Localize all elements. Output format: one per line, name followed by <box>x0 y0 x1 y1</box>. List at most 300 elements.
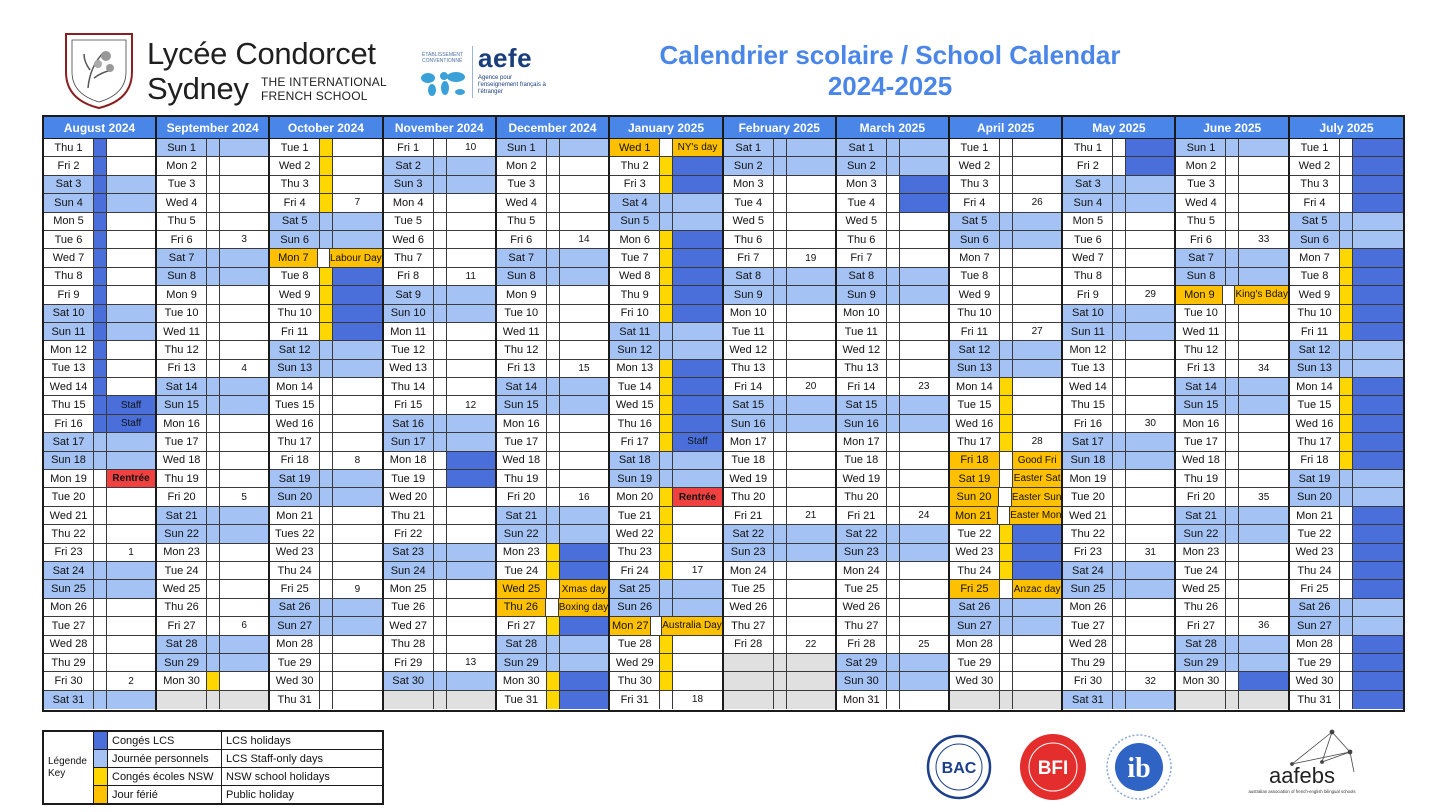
day-row <box>1063 396 1174 414</box>
holiday-marker-cell <box>660 378 673 395</box>
holiday-marker-cell <box>1340 488 1353 505</box>
legend-row <box>94 786 382 803</box>
day-row <box>157 268 268 286</box>
day-row <box>1290 139 1403 157</box>
day-note <box>220 562 268 579</box>
day-label: Tue 29 <box>1290 654 1340 671</box>
day-note <box>1353 654 1403 671</box>
day-note <box>1126 636 1174 653</box>
day-label: Sun 12 <box>610 341 660 358</box>
day-note <box>447 231 495 248</box>
holiday-marker-cell <box>320 286 333 303</box>
ib-logo-icon <box>1104 732 1174 802</box>
day-label: Sun 25 <box>1063 580 1113 597</box>
day-note <box>673 378 722 395</box>
day-note <box>447 286 495 303</box>
day-row <box>1290 157 1403 175</box>
holiday-marker-cell <box>320 691 333 709</box>
holiday-marker-cell <box>1226 672 1239 689</box>
day-label: Thu 31 <box>270 691 320 709</box>
day-label: Tue 24 <box>1176 562 1226 579</box>
holiday-marker-cell <box>774 194 787 211</box>
day-row <box>610 415 722 433</box>
day-row <box>950 525 1062 543</box>
day-row <box>384 231 495 249</box>
day-label: Mon 9 <box>1176 286 1223 303</box>
holiday-marker-cell <box>887 194 900 211</box>
day-label: Sat 18 <box>610 452 660 469</box>
day-note <box>333 636 382 653</box>
day-label: Fri 18 <box>270 452 320 469</box>
day-row <box>384 617 495 635</box>
day-note <box>787 268 835 285</box>
day-note <box>1239 636 1288 653</box>
holiday-marker-cell <box>320 415 333 432</box>
holiday-marker-cell <box>434 341 447 358</box>
day-note <box>1353 599 1403 616</box>
holiday-marker-cell <box>547 415 560 432</box>
day-note: Good Fri <box>1013 452 1062 469</box>
holiday-marker-cell <box>320 157 333 174</box>
day-label: Fri 29 <box>384 654 434 671</box>
day-note <box>107 378 155 395</box>
day-row <box>44 157 155 175</box>
day-label: Mon 2 <box>1176 157 1226 174</box>
day-row <box>157 672 268 690</box>
day-note <box>1126 176 1174 193</box>
day-note <box>220 396 268 413</box>
day-row <box>1176 654 1288 672</box>
holiday-marker-cell <box>1340 378 1353 395</box>
day-row <box>497 672 609 690</box>
day-note <box>1013 617 1062 634</box>
holiday-marker-cell <box>1226 654 1239 671</box>
day-note <box>1126 268 1174 285</box>
day-label: Sun 18 <box>44 452 94 469</box>
day-row <box>1290 507 1403 525</box>
day-note: 29 <box>1144 289 1156 301</box>
day-label: Tue 28 <box>610 636 660 653</box>
holiday-marker-cell <box>320 396 333 413</box>
holiday-marker-cell <box>774 617 787 634</box>
day-row <box>270 323 382 341</box>
day-row <box>497 562 609 580</box>
day-note <box>107 654 155 671</box>
holiday-marker-cell <box>547 194 560 211</box>
holiday-marker-cell <box>207 654 220 671</box>
holiday-marker-cell <box>774 378 787 395</box>
day-label: Thu 26 <box>157 599 207 616</box>
day-row <box>270 452 382 470</box>
holiday-marker-cell <box>547 360 560 377</box>
day-note <box>1353 488 1403 505</box>
day-row <box>950 157 1062 175</box>
day-label: Wed 12 <box>837 341 887 358</box>
day-note <box>1013 176 1062 193</box>
day-label: Sat 30 <box>384 672 434 689</box>
holiday-marker-cell <box>320 562 333 579</box>
day-row <box>1063 452 1174 470</box>
legend-swatch <box>94 732 108 749</box>
day-row <box>270 654 382 672</box>
holiday-marker-cell <box>1226 268 1239 285</box>
day-label: Wed 30 <box>270 672 320 689</box>
holiday-marker-cell <box>1340 213 1353 230</box>
holiday-marker-cell <box>1000 378 1013 395</box>
holiday-marker-cell <box>1113 672 1126 689</box>
day-label: Wed 2 <box>950 157 1000 174</box>
day-label: Sat 1 <box>837 139 887 156</box>
day-note <box>447 194 495 211</box>
holiday-marker-cell <box>1340 194 1353 211</box>
day-row <box>610 231 722 249</box>
day-note <box>787 691 835 709</box>
holiday-marker-cell <box>1226 213 1239 230</box>
day-note <box>1126 139 1174 156</box>
day-row <box>384 691 495 709</box>
day-note: 13 <box>465 657 477 669</box>
holiday-marker-cell <box>207 488 220 505</box>
day-note <box>1126 580 1174 597</box>
month-header: March 2025 <box>837 117 948 139</box>
holiday-marker-cell <box>434 323 447 340</box>
day-note <box>447 470 495 487</box>
day-row <box>1290 617 1403 635</box>
day-row <box>610 323 722 341</box>
day-label: Wed 4 <box>1176 194 1226 211</box>
day-label: Mon 18 <box>384 452 434 469</box>
holiday-marker-cell <box>660 636 673 653</box>
day-note <box>220 286 268 303</box>
day-row <box>157 452 268 470</box>
day-row <box>157 249 268 267</box>
day-row <box>157 470 268 488</box>
day-note <box>1353 636 1403 653</box>
day-row <box>157 286 268 304</box>
day-note: 35 <box>1258 491 1270 503</box>
day-row <box>1063 231 1174 249</box>
day-label: Wed 18 <box>1176 452 1226 469</box>
holiday-marker-cell <box>207 580 220 597</box>
day-label: Fri 15 <box>384 396 434 413</box>
day-note <box>107 488 155 505</box>
day-label: Wed 5 <box>837 213 887 230</box>
day-note <box>220 525 268 542</box>
day-row <box>384 360 495 378</box>
day-row <box>270 433 382 451</box>
day-note <box>1239 580 1288 597</box>
day-row <box>837 544 948 562</box>
day-label: Sun 16 <box>724 415 774 432</box>
day-row <box>837 691 948 709</box>
day-row <box>157 378 268 396</box>
day-label: Wed 18 <box>157 452 207 469</box>
day-note: Boxing day <box>559 599 608 616</box>
day-row <box>44 341 155 359</box>
day-row <box>44 654 155 672</box>
day-note <box>107 691 155 709</box>
holiday-marker-cell <box>547 396 560 413</box>
day-note <box>220 544 268 561</box>
day-label: Mon 21 <box>270 507 320 524</box>
day-label: Wed 19 <box>724 470 774 487</box>
day-label: Wed 11 <box>157 323 207 340</box>
day-row <box>157 341 268 359</box>
calendar-year: 2024-2025 <box>827 71 953 101</box>
day-label: Fri 3 <box>610 176 660 193</box>
day-note <box>1239 213 1288 230</box>
day-note <box>333 396 382 413</box>
day-row <box>270 415 382 433</box>
day-label: Sat 10 <box>44 305 94 322</box>
day-label: Sun 30 <box>837 672 887 689</box>
day-label: Wed 14 <box>1063 378 1113 395</box>
day-note <box>1239 249 1288 266</box>
day-label: Mon 13 <box>610 360 660 377</box>
day-note <box>787 176 835 193</box>
day-row <box>384 415 495 433</box>
holiday-marker-cell <box>434 452 447 469</box>
day-label: Wed 12 <box>724 341 774 358</box>
day-label: Sat 21 <box>497 507 547 524</box>
day-note <box>220 433 268 450</box>
day-row <box>1063 176 1174 194</box>
day-row <box>950 360 1062 378</box>
day-label: Thu 19 <box>497 470 547 487</box>
holiday-marker-cell <box>1226 470 1239 487</box>
holiday-marker-cell <box>774 507 787 524</box>
day-note: 10 <box>465 142 477 154</box>
holiday-marker-cell <box>434 433 447 450</box>
day-row <box>157 488 268 506</box>
holiday-marker-cell <box>94 415 107 432</box>
day-row <box>950 305 1062 323</box>
day-label: Wed 19 <box>837 470 887 487</box>
day-label: Sun 23 <box>724 544 774 561</box>
holiday-marker-cell <box>94 268 107 285</box>
day-note <box>673 231 722 248</box>
day-note <box>333 286 382 303</box>
day-label: Thu 20 <box>724 488 774 505</box>
holiday-marker-cell <box>1226 415 1239 432</box>
holiday-marker-cell <box>434 231 447 248</box>
day-note <box>1353 231 1403 248</box>
holiday-marker-cell <box>547 488 560 505</box>
holiday-marker-cell <box>1000 194 1013 211</box>
day-note <box>1239 452 1288 469</box>
holiday-marker-cell <box>94 562 107 579</box>
day-note <box>900 617 948 634</box>
day-row <box>157 213 268 231</box>
day-row <box>724 268 835 286</box>
legend-swatch <box>94 750 108 767</box>
day-row <box>384 525 495 543</box>
day-label: Fri 27 <box>157 617 207 634</box>
holiday-marker-cell <box>774 599 787 616</box>
day-note <box>107 617 155 634</box>
day-note <box>333 213 382 230</box>
day-label: Fri 9 <box>44 286 94 303</box>
day-label: Wed 26 <box>837 599 887 616</box>
day-label: Wed 23 <box>270 544 320 561</box>
day-label: Fri 25 <box>270 580 320 597</box>
day-note <box>673 636 722 653</box>
ib-logo-text: ib <box>1127 753 1151 784</box>
holiday-marker-cell <box>660 415 673 432</box>
month-header: April 2025 <box>950 117 1062 139</box>
day-note <box>1353 323 1403 340</box>
day-label: Tue 13 <box>1063 360 1113 377</box>
day-row <box>44 139 155 157</box>
day-row <box>610 525 722 543</box>
day-label: Mon 16 <box>497 415 547 432</box>
holiday-marker-cell <box>1000 139 1013 156</box>
day-label: Thu 21 <box>384 507 434 524</box>
day-row <box>384 378 495 396</box>
day-row <box>950 691 1062 709</box>
day-row <box>1176 691 1288 709</box>
holiday-marker-cell <box>887 525 900 542</box>
day-row <box>1063 249 1174 267</box>
day-label: Fri 20 <box>497 488 547 505</box>
day-note <box>560 654 609 671</box>
day-label: Wed 14 <box>44 378 94 395</box>
day-label: Thu 3 <box>950 176 1000 193</box>
day-label: Sat 28 <box>497 636 547 653</box>
day-row <box>1063 580 1174 598</box>
day-row <box>837 396 948 414</box>
holiday-marker-cell <box>660 396 673 413</box>
day-label: Thu 2 <box>610 157 660 174</box>
day-label: Fri 6 <box>497 231 547 248</box>
day-label: Wed 4 <box>497 194 547 211</box>
day-note <box>560 452 609 469</box>
day-label: Mon 17 <box>837 433 887 450</box>
holiday-marker-cell <box>1000 231 1013 248</box>
day-note <box>560 617 609 634</box>
day-note <box>447 691 495 709</box>
holiday-marker-cell <box>1113 415 1126 432</box>
day-row <box>724 231 835 249</box>
day-label: Fri 23 <box>1063 544 1113 561</box>
day-row <box>950 378 1062 396</box>
day-note <box>1353 213 1403 230</box>
holiday-marker-cell <box>94 452 107 469</box>
holiday-marker-cell <box>320 599 333 616</box>
day-label: Thu 5 <box>157 213 207 230</box>
holiday-marker-cell <box>774 249 787 266</box>
day-row <box>1176 231 1288 249</box>
day-label: Sun 24 <box>384 562 434 579</box>
holiday-marker-cell <box>547 176 560 193</box>
day-row <box>384 396 495 414</box>
day-note <box>220 672 268 689</box>
day-row <box>270 360 382 378</box>
holiday-marker-cell <box>94 231 107 248</box>
day-label: Fri 11 <box>950 323 1000 340</box>
day-label: Fri 10 <box>610 305 660 322</box>
holiday-marker-cell <box>94 139 107 156</box>
day-label: Mon 20 <box>610 488 660 505</box>
holiday-marker-cell <box>887 231 900 248</box>
day-label: Thu 9 <box>610 286 660 303</box>
day-note <box>1239 305 1288 322</box>
day-row <box>1063 378 1174 396</box>
day-row <box>1063 562 1174 580</box>
day-note <box>900 360 948 377</box>
day-row <box>610 139 722 157</box>
day-note: Labour Day <box>330 249 382 266</box>
day-note <box>900 231 948 248</box>
holiday-marker-cell <box>1113 360 1126 377</box>
holiday-marker-cell <box>1340 268 1353 285</box>
day-row <box>950 268 1062 286</box>
holiday-marker-cell <box>434 378 447 395</box>
day-row <box>270 341 382 359</box>
day-note <box>1353 452 1403 469</box>
holiday-marker-cell <box>94 323 107 340</box>
day-note: 26 <box>1031 197 1043 209</box>
day-label: Mon 7 <box>950 249 1000 266</box>
day-row <box>610 672 722 690</box>
day-row <box>44 488 155 506</box>
day-label: Tue 26 <box>384 599 434 616</box>
day-note <box>1239 525 1288 542</box>
day-label: Tue 17 <box>1176 433 1226 450</box>
day-note: 31 <box>1144 546 1156 558</box>
holiday-marker-cell <box>887 433 900 450</box>
day-note <box>1353 286 1403 303</box>
day-row <box>497 213 609 231</box>
day-note <box>560 415 609 432</box>
day-row <box>1290 341 1403 359</box>
holiday-marker-cell <box>547 139 560 156</box>
day-note: 36 <box>1258 620 1270 632</box>
holiday-marker-cell <box>1000 176 1013 193</box>
day-row <box>1176 433 1288 451</box>
day-note <box>900 691 948 709</box>
day-note <box>1239 654 1288 671</box>
holiday-marker-cell <box>887 176 900 193</box>
school-subtitle <box>261 75 387 103</box>
day-label: Wed 28 <box>44 636 94 653</box>
day-note <box>447 672 495 689</box>
day-note <box>787 599 835 616</box>
day-label: Sun 15 <box>497 396 547 413</box>
day-label: Fri 6 <box>1176 231 1226 248</box>
day-row <box>1176 672 1288 690</box>
day-label: Thu 29 <box>44 654 94 671</box>
day-row <box>270 231 382 249</box>
holiday-marker-cell <box>1226 562 1239 579</box>
day-label: Tue 4 <box>837 194 887 211</box>
holiday-marker-cell <box>434 636 447 653</box>
holiday-marker-cell <box>1113 286 1126 303</box>
day-label: Tue 22 <box>1290 525 1340 542</box>
day-note <box>900 562 948 579</box>
holiday-marker-cell <box>1340 580 1353 597</box>
day-note <box>900 176 948 193</box>
day-note <box>560 249 609 266</box>
day-note <box>1239 691 1288 709</box>
day-note <box>787 157 835 174</box>
day-row <box>44 323 155 341</box>
month-header: September 2024 <box>157 117 268 139</box>
day-note <box>1013 157 1062 174</box>
holiday-marker-cell <box>887 617 900 634</box>
day-note <box>1353 433 1403 450</box>
day-row <box>950 433 1062 451</box>
